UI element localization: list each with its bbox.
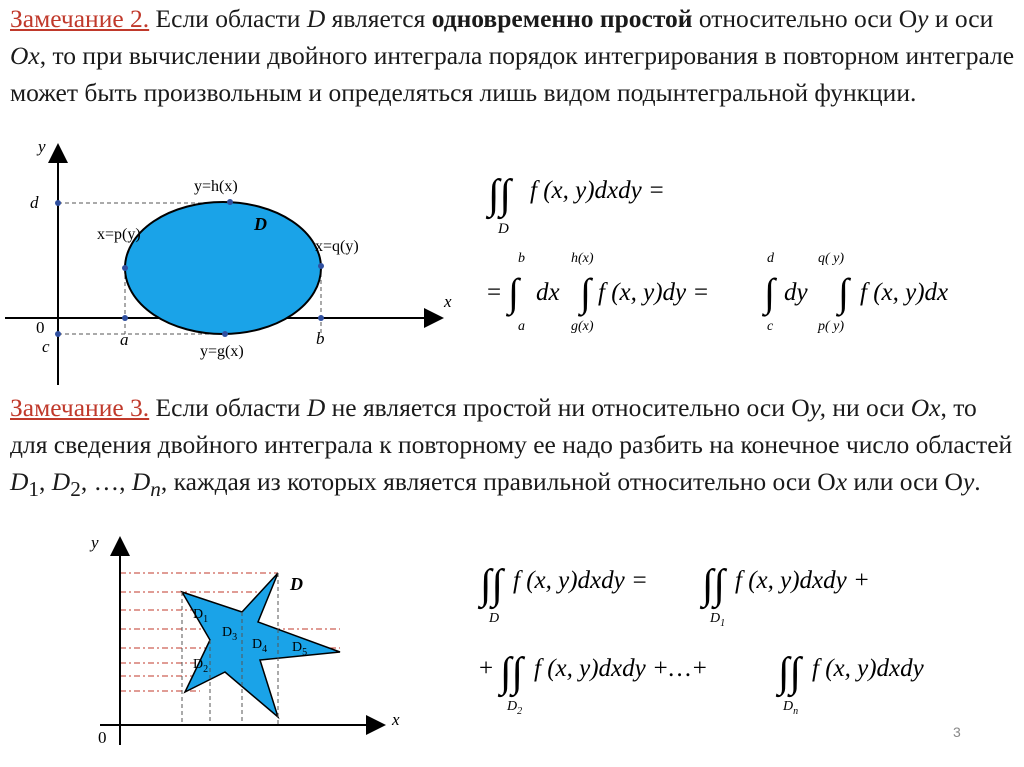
figure-1	[5, 137, 452, 385]
remark-2-y: y	[917, 4, 929, 33]
f2-dint-1: ∫∫	[480, 562, 504, 608]
remark-3-text-1: Если области	[149, 393, 307, 422]
remark-3-sub-1: 1	[28, 477, 40, 502]
remark-2-bold: одновременно простой	[431, 4, 693, 33]
f2-dint-4: ∫∫	[778, 650, 802, 696]
remark-2-Ox: Ox	[10, 41, 40, 70]
f1-int-2: ∫	[580, 270, 591, 315]
fig1-point-a	[122, 315, 128, 321]
remark-3-sub-2: 2	[70, 477, 81, 502]
remark-3-text-7: .	[974, 467, 981, 496]
remark-3-dots: , …,	[80, 467, 132, 496]
remark-3-text-4: , то для сведения двойного интеграла к повторному ее надо разбить на конечное число областей	[10, 393, 1013, 459]
f1-p: p( y)	[818, 319, 845, 334]
remark-2-text-5: , то при вычислении двойного интеграла порядок интегрирования в повторном интеграле может быть произвольным и определяться лишь видом подынтегральной функции.	[10, 41, 1015, 107]
fig2-d5: $D_5$	[292, 640, 308, 658]
f1-a: a	[518, 319, 525, 334]
fig1-point-left	[122, 265, 128, 271]
f2-term-1: f (x, y)dxdy =	[513, 567, 648, 594]
f2-term-2: f (x, y)dxdy +	[735, 567, 870, 594]
f1-inner-1: f (x, y)dy =	[598, 279, 710, 306]
fig1-origin: 0	[36, 318, 45, 337]
remark-3-text-3: ни оси	[825, 393, 911, 422]
f2-sub-2: $D_1$	[710, 611, 726, 629]
fig1-b-label: b	[316, 329, 325, 348]
fig2-region-label: D	[290, 574, 303, 594]
fig2-y-label: y	[91, 533, 99, 552]
fig1-region	[125, 202, 321, 334]
fig1-top-curve-label: y=h(x)	[194, 178, 238, 195]
fig1-d-label: d	[30, 193, 39, 212]
remark-2-label: Замечание 2.	[10, 4, 150, 33]
f1-d: d	[767, 251, 774, 266]
fig2-d3: $D_3$	[222, 625, 238, 643]
remark-3-D1: D	[10, 467, 29, 496]
remark-3-Ox: Ox	[910, 393, 941, 422]
fig1-y-label: y	[38, 137, 46, 156]
fig1-c-label: c	[42, 337, 50, 356]
f1-inner-2: f (x, y)dx	[860, 279, 949, 306]
fig1-point-c	[55, 331, 61, 337]
remark-2-text-1: Если области	[149, 4, 307, 33]
f2-sub-3: $D_2$	[507, 699, 523, 717]
f1-b: b	[518, 251, 525, 266]
fig1-point-bottom	[222, 331, 228, 337]
f1-int-4: ∫	[838, 270, 849, 315]
f1-g: g(x)	[571, 319, 594, 334]
fig1-right-curve-label: x=q(y)	[315, 238, 359, 255]
fig1-point-right	[318, 263, 324, 269]
f1-dy: dy	[784, 279, 808, 306]
remark-3-Dn: D	[131, 467, 151, 496]
f1-eq: =	[487, 279, 502, 306]
fig1-bottom-curve-label: y=g(x)	[200, 343, 244, 360]
f1-lhs-sub: D	[498, 221, 509, 237]
f1-c: c	[767, 319, 774, 334]
remark-3-D2: D	[51, 467, 71, 496]
fig1-point-top	[227, 199, 233, 205]
fig1-left-curve-label: x=p(y)	[97, 226, 141, 243]
f2-sub-4: $D_n$	[783, 699, 799, 717]
remark-3-y2: y	[962, 467, 975, 496]
remark-3-y: y,	[809, 393, 826, 422]
f2-term-3: f (x, y)dxdy +…+	[534, 655, 708, 682]
page-number: 3	[953, 724, 961, 740]
f2-term-4: f (x, y)dxdy	[812, 655, 924, 682]
fig2-x-label: x	[392, 710, 400, 729]
remark-3-text-6: или оси О	[847, 467, 963, 496]
remark-2-text-2: является	[325, 4, 432, 33]
f2-sub-1: D	[489, 611, 500, 626]
f2-dint-2: ∫∫	[702, 562, 726, 608]
f2-plus: +	[479, 655, 494, 682]
formula-2	[477, 562, 925, 717]
remark-3-D: D	[306, 393, 326, 422]
f1-int-1: ∫	[508, 270, 519, 315]
fig2-d1: $D_1$	[193, 607, 209, 625]
fig1-point-d	[55, 200, 61, 206]
fig2-d4: $D_4$	[252, 637, 268, 655]
remark-3-sub-n: n	[150, 477, 161, 502]
remark-2-text-4: и оси	[928, 4, 994, 33]
remark-3-text-2: не является простой ни относительно оси О	[325, 393, 810, 422]
f2-dint-3: ∫∫	[500, 650, 524, 696]
f1-q: q( y)	[818, 251, 845, 266]
remark-3-x: x	[835, 467, 848, 496]
remark-3-label: Замечание 3.	[10, 393, 150, 422]
f1-double-integral: ∫∫	[488, 172, 512, 218]
fig1-point-b	[318, 315, 324, 321]
remark-3-comma-1: ,	[39, 467, 52, 496]
fig1-x-label: x	[444, 292, 452, 311]
f1-lhs: f (x, y)dxdy =	[530, 177, 665, 204]
remark-2-D: D	[306, 4, 326, 33]
f1-h: h(x)	[571, 251, 594, 266]
fig1-a-label: a	[120, 330, 129, 349]
fig1-region-label: D	[254, 214, 267, 234]
fig2-d2: $D_2$	[193, 657, 209, 675]
remark-3-text-5: , каждая из которых является правильной относительно оси О	[160, 467, 836, 496]
remark-2-text-3: относительно оси О	[692, 4, 918, 33]
figure-2	[89, 533, 400, 747]
formula-1	[485, 172, 948, 334]
f1-dx: dx	[536, 279, 560, 306]
f1-int-3: ∫	[764, 270, 775, 315]
fig2-origin: 0	[98, 728, 107, 747]
